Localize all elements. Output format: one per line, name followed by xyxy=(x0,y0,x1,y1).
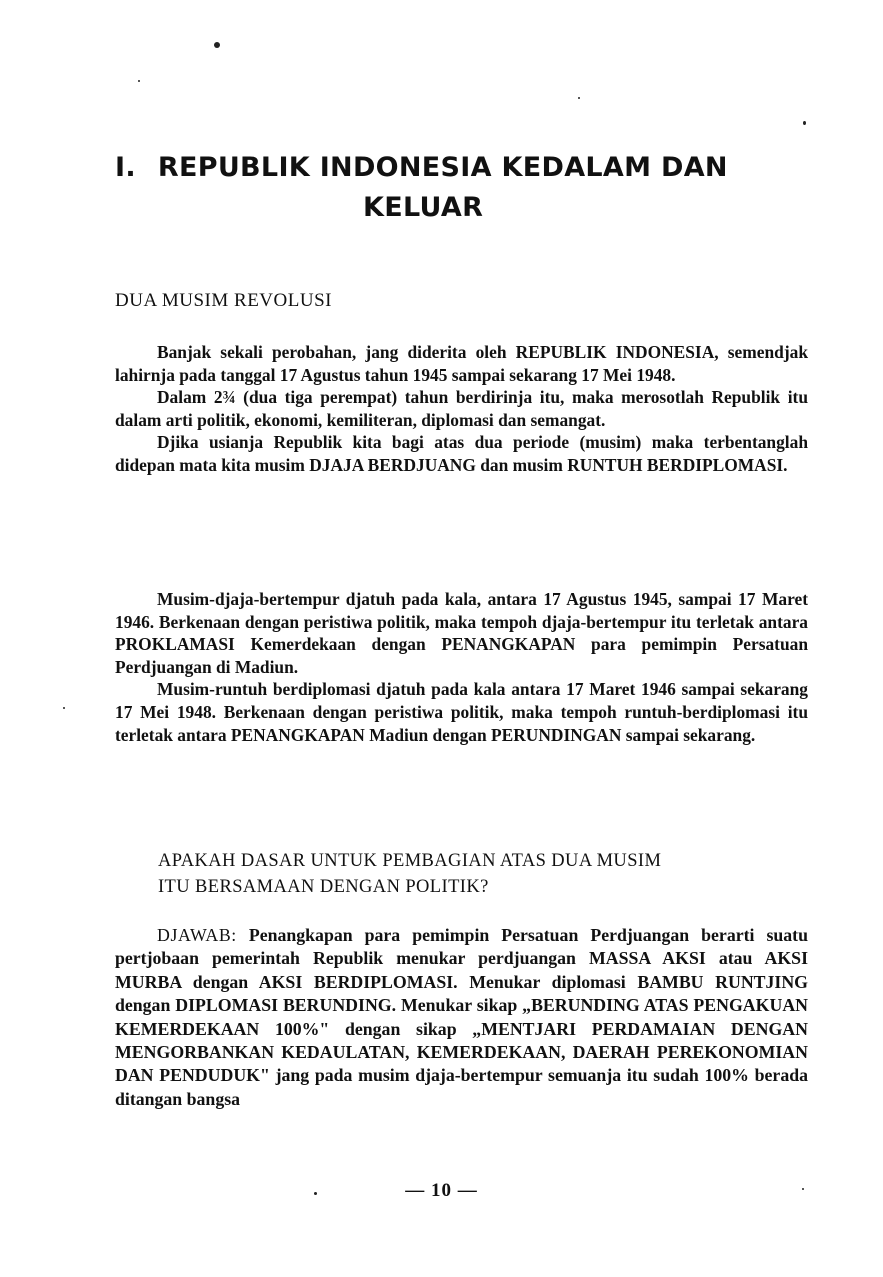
paragraph: Dalam 2¾ (dua tiga perempat) tahun berdirinja itu, maka merosotlah Republik itu dalam arti politik, ekonomi, kemiliteran, diplomasi dan semangat. xyxy=(115,387,808,430)
paragraph: Musim-djaja-bertempur djatuh pada kala, antara 17 Agustus 1945, sampai 17 Maret 1946. Berkenaan dengan peristiwa politik, maka tempoh djaja-bertempur itu terletak antara PROKLAMASI Kemerdekaan dengan PENANGKAPAN para pemimpin Persatuan Perdjuangan di Madiun. xyxy=(115,589,808,677)
paragraph: Banjak sekali perobahan, jang diderita oleh REPUBLIK INDONESIA, semendjak lahirnja pada tanggal 17 Agustus tahun 1945 sampai sekarang 17 Mei 1948. xyxy=(115,342,808,385)
scan-speck xyxy=(803,121,806,125)
question-line2: ITU BERSAMAAN DENGAN POLITIK? xyxy=(158,877,489,897)
question-line1: APAKAH DASAR UNTUK PEMBAGIAN ATAS DUA MUSIM xyxy=(158,851,662,871)
answer-block xyxy=(115,924,808,1111)
chapter-number: I. xyxy=(115,152,136,183)
scan-speck xyxy=(138,80,140,82)
paragraph: Djika usianja Republik kita bagi atas dua periode (musim) maka terbentanglah didepan mata kita musim DJAJA BERDJUANG dan musim RUNTUH BERDIPLOMASI. xyxy=(115,432,808,475)
answer-paragraph xyxy=(115,924,808,1111)
scan-speck xyxy=(214,42,220,48)
answer-text: Penangkapan para pemimpin Persatuan Perdjuangan berarti suatu pertjobaan pemerintah Republik menukar perdjuangan MASSA AKSI atau AKSI MURBA dengan AKSI BERDIPLOMASI. Menukar diplomasi BAMBU RUNTJING dengan DIPLOMASI BERUNDING. Menukar sikap „BERUNDING ATAS PENGAKUAN KEMERDEKAAN 100%" dengan sikap „MENTJARI PERDAMAIAN DENGAN MENGORBANKAN KEDAULATAN, KEMERDEKAAN, DAERAH PEREKONOMIAN DAN PENDUDUK" jang pada musim djaja-bertempur semuanja itu sudah 100% berada ditangan bangsa xyxy=(115,925,808,1109)
scan-speck xyxy=(63,707,65,709)
section-heading: DUA MUSIM REVOLUSI xyxy=(115,290,332,311)
chapter-title-line1: REPUBLIK INDONESIA KEDALAM DAN xyxy=(157,152,728,183)
scan-speck xyxy=(578,97,580,99)
question-heading xyxy=(158,848,818,900)
answer-lead: DJAWAB: xyxy=(157,925,237,945)
page-number: — 10 — xyxy=(405,1180,478,1201)
chapter-title xyxy=(115,148,815,228)
paragraph: Musim-runtuh berdiplomasi djatuh pada kala antara 17 Maret 1946 sampai sekarang 17 Mei 1948. Berkenaan dengan peristiwa politik, maka tempoh runtuh-berdiplomasi itu terletak antara PENANGKAPAN Madiun dengan PERUNDINGAN sampai sekarang. xyxy=(115,679,808,745)
text-block-1 xyxy=(115,341,808,477)
chapter-title-line2: KELUAR xyxy=(363,192,484,223)
text-block-2 xyxy=(115,588,808,746)
